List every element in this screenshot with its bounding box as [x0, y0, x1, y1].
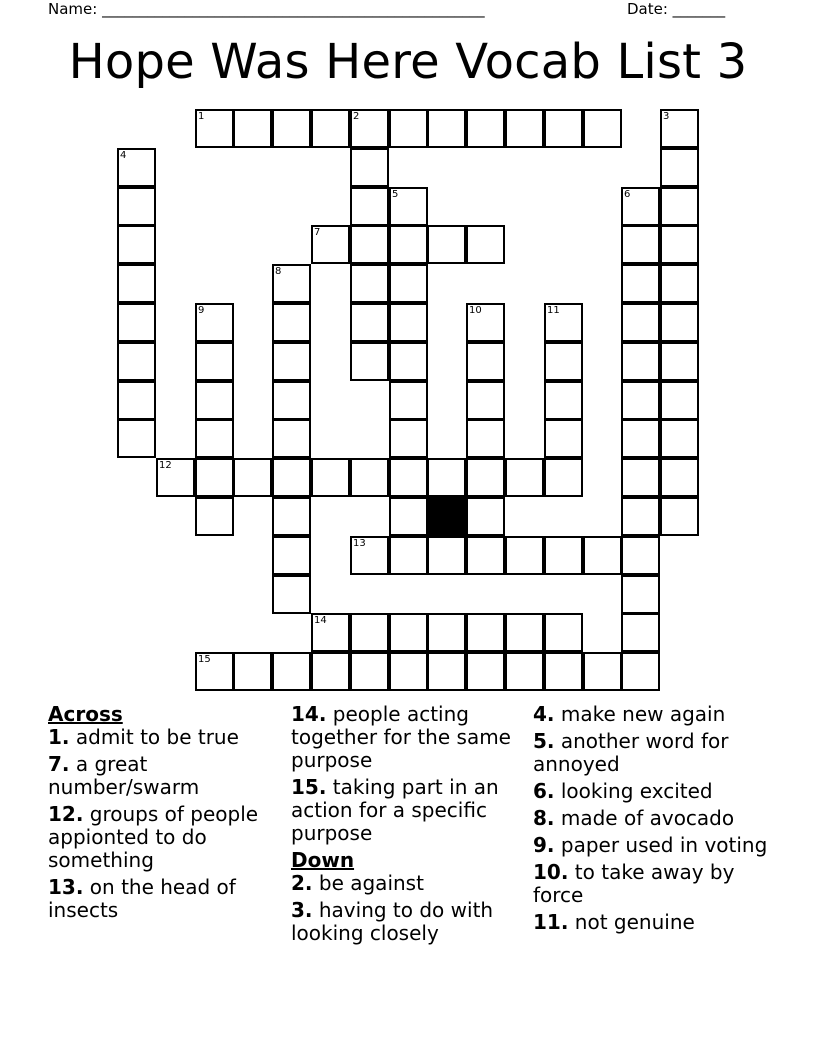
grid-cell[interactable] [233, 109, 272, 148]
clue-item [533, 780, 773, 803]
grid-cell[interactable] [466, 652, 505, 691]
grid-cell[interactable] [621, 381, 660, 420]
grid-cell[interactable] [117, 264, 156, 303]
grid-cell[interactable] [583, 109, 622, 148]
clue-item [291, 872, 527, 895]
clue-text: looking excited [554, 779, 713, 803]
grid-cell[interactable] [389, 303, 428, 342]
grid-cell[interactable] [466, 342, 505, 381]
grid-cell[interactable] [389, 264, 428, 303]
grid-cell[interactable] [427, 458, 466, 497]
clue-number: 6. [533, 779, 555, 803]
grid-cell[interactable] [311, 652, 350, 691]
down-heading: Down [291, 848, 355, 872]
clue-number: 11 [547, 305, 560, 316]
clue-number: 7. [48, 752, 70, 776]
name-field-label: Name: ___________________________________________________ [48, 0, 485, 18]
grid-cell[interactable] [195, 458, 234, 497]
across-heading: Across [48, 702, 123, 726]
grid-cell[interactable] [272, 419, 311, 458]
clue-number: 13 [353, 538, 366, 549]
grid-cell[interactable] [660, 497, 699, 536]
clue-text: make new again [554, 702, 726, 726]
grid-cell[interactable] [195, 342, 234, 381]
clue-text: made of avocado [554, 806, 735, 830]
grid-cell[interactable] [350, 652, 389, 691]
grid-cell[interactable] [272, 536, 311, 575]
clue-item [48, 753, 288, 799]
grid-cell[interactable] [350, 225, 389, 264]
grid-cell[interactable] [389, 458, 428, 497]
grid-cell[interactable] [389, 536, 428, 575]
grid-cell[interactable] [544, 536, 583, 575]
grid-cell[interactable] [389, 342, 428, 381]
clue-number: 14. [291, 702, 327, 726]
clue-item [48, 876, 288, 922]
clue-item [533, 834, 773, 857]
clue-text: taking part in an action for a specific purpose [291, 775, 499, 845]
clue-number: 15. [291, 775, 327, 799]
clue-number: 5 [392, 189, 399, 200]
grid-cell[interactable] [195, 419, 234, 458]
grid-cell[interactable] [621, 575, 660, 614]
grid-cell[interactable] [350, 303, 389, 342]
grid-cell[interactable] [583, 536, 622, 575]
grid-cell[interactable] [389, 613, 428, 652]
grid-cell[interactable] [660, 225, 699, 264]
grid-cell[interactable] [389, 419, 428, 458]
grid-cell[interactable] [233, 652, 272, 691]
page-title: Hope Was Here Vocab List 3 [68, 34, 748, 90]
clue-item [533, 703, 773, 726]
grid-cell[interactable] [621, 497, 660, 536]
clue-number: 3. [291, 898, 313, 922]
grid-cell[interactable] [660, 381, 699, 420]
grid-cell[interactable] [621, 342, 660, 381]
grid-cell[interactable] [544, 458, 583, 497]
grid-cell[interactable] [389, 109, 428, 148]
grid-cell[interactable] [466, 225, 505, 264]
grid-cell[interactable] [117, 381, 156, 420]
grid-cell[interactable] [389, 225, 428, 264]
grid-cell[interactable] [350, 342, 389, 381]
clue-number: 6 [624, 189, 631, 200]
grid-cell[interactable] [117, 342, 156, 381]
clue-text: another word for annoyed [533, 729, 729, 776]
grid-cell[interactable] [621, 264, 660, 303]
clue-item [533, 911, 773, 934]
grid-cell[interactable] [466, 613, 505, 652]
grid-cell[interactable] [544, 381, 583, 420]
grid-cell[interactable] [272, 342, 311, 381]
grid-cell[interactable] [505, 536, 544, 575]
clue-item [291, 899, 527, 945]
clue-text: on the head of insects [48, 875, 236, 922]
clue-number: 2. [291, 871, 313, 895]
clue-text: to take away by force [533, 860, 735, 907]
grid-cell[interactable] [660, 458, 699, 497]
clue-number: 4. [533, 702, 555, 726]
grid-cell[interactable] [544, 652, 583, 691]
grid-cell[interactable] [350, 613, 389, 652]
clue-number: 12. [48, 802, 84, 826]
grid-cell[interactable] [272, 575, 311, 614]
grid-cell[interactable] [544, 613, 583, 652]
clue-text: paper used in voting [554, 833, 768, 857]
clue-item [533, 730, 773, 776]
clue-item [48, 803, 288, 872]
clue-text: people acting together for the same purpose [291, 702, 511, 772]
grid-cell[interactable] [466, 109, 505, 148]
clue-text: be against [312, 871, 424, 895]
grid-cell[interactable] [544, 109, 583, 148]
grid-cell[interactable] [195, 381, 234, 420]
clues-column-1 [48, 703, 288, 926]
clue-item [533, 861, 773, 907]
grid-cell[interactable] [621, 303, 660, 342]
clue-number: 11. [533, 910, 569, 934]
clue-text: having to do with looking closely [291, 898, 494, 945]
grid-cell[interactable] [195, 497, 234, 536]
clue-number: 4 [120, 150, 127, 161]
grid-cell[interactable] [389, 652, 428, 691]
clue-text: not genuine [568, 910, 695, 934]
grid-cell[interactable] [350, 458, 389, 497]
clue-number: 15 [198, 654, 211, 665]
grid-cell[interactable] [272, 381, 311, 420]
clue-number: 5. [533, 729, 555, 753]
grid-cell[interactable] [427, 652, 466, 691]
clue-item [533, 807, 773, 830]
grid-cell[interactable] [660, 264, 699, 303]
grid-cell[interactable] [350, 264, 389, 303]
grid-cell[interactable] [427, 613, 466, 652]
grid-cell[interactable] [427, 536, 466, 575]
clue-number: 13. [48, 875, 84, 899]
grid-cell[interactable] [505, 613, 544, 652]
grid-cell[interactable] [350, 187, 389, 226]
grid-cell[interactable] [660, 342, 699, 381]
grid-cell[interactable] [621, 225, 660, 264]
grid-cell[interactable] [466, 536, 505, 575]
grid-cell[interactable] [272, 109, 311, 148]
grid-cell[interactable] [621, 652, 660, 691]
grid-cell[interactable] [311, 458, 350, 497]
grid-cell[interactable] [505, 458, 544, 497]
grid-cell[interactable] [117, 187, 156, 226]
grid-cell[interactable] [117, 303, 156, 342]
grid-cell[interactable] [389, 497, 428, 536]
grid-cell[interactable] [505, 109, 544, 148]
grid-cell[interactable] [660, 419, 699, 458]
grid-cell[interactable] [350, 148, 389, 187]
clue-text: a great number/swarm [48, 752, 200, 799]
clue-number: 1 [198, 111, 205, 122]
clue-item [291, 776, 527, 845]
grid-cell[interactable] [621, 419, 660, 458]
clue-number: 2 [353, 111, 360, 122]
grid-cell[interactable] [272, 458, 311, 497]
clue-text: groups of people appionted to do something [48, 802, 259, 872]
black-cell [427, 497, 466, 536]
clue-number: 7 [314, 227, 321, 238]
grid-cell[interactable] [660, 187, 699, 226]
grid-cell[interactable] [466, 497, 505, 536]
clue-number: 1. [48, 725, 70, 749]
clues-column-3 [533, 703, 773, 938]
grid-cell[interactable] [583, 652, 622, 691]
grid-cell[interactable] [389, 381, 428, 420]
date-field-label: Date: _______ [627, 0, 726, 18]
grid-cell[interactable] [660, 148, 699, 187]
clue-number: 10 [469, 305, 482, 316]
clues-column-2 [291, 703, 527, 949]
grid-cell[interactable] [466, 381, 505, 420]
grid-cell[interactable] [544, 342, 583, 381]
grid-cell[interactable] [660, 303, 699, 342]
clue-number: 10. [533, 860, 569, 884]
clue-item [48, 726, 288, 749]
grid-cell[interactable] [621, 536, 660, 575]
clue-item [291, 703, 527, 772]
grid-cell[interactable] [621, 458, 660, 497]
grid-cell[interactable] [311, 109, 350, 148]
grid-cell[interactable] [505, 652, 544, 691]
grid-cell[interactable] [466, 458, 505, 497]
clue-number: 3 [663, 111, 670, 122]
grid-cell[interactable] [466, 419, 505, 458]
grid-cell[interactable] [427, 109, 466, 148]
grid-cell[interactable] [621, 613, 660, 652]
clue-number: 9 [198, 305, 205, 316]
grid-cell[interactable] [272, 303, 311, 342]
grid-cell[interactable] [544, 419, 583, 458]
grid-cell[interactable] [117, 225, 156, 264]
grid-cell[interactable] [272, 497, 311, 536]
clue-number: 12 [159, 460, 172, 471]
grid-cell[interactable] [233, 458, 272, 497]
clue-number: 8 [275, 266, 282, 277]
clue-number: 14 [314, 615, 327, 626]
clue-number: 8. [533, 806, 555, 830]
grid-cell[interactable] [427, 225, 466, 264]
grid-cell[interactable] [272, 652, 311, 691]
grid-cell[interactable] [117, 419, 156, 458]
clue-number: 9. [533, 833, 555, 857]
clue-text: admit to be true [69, 725, 239, 749]
